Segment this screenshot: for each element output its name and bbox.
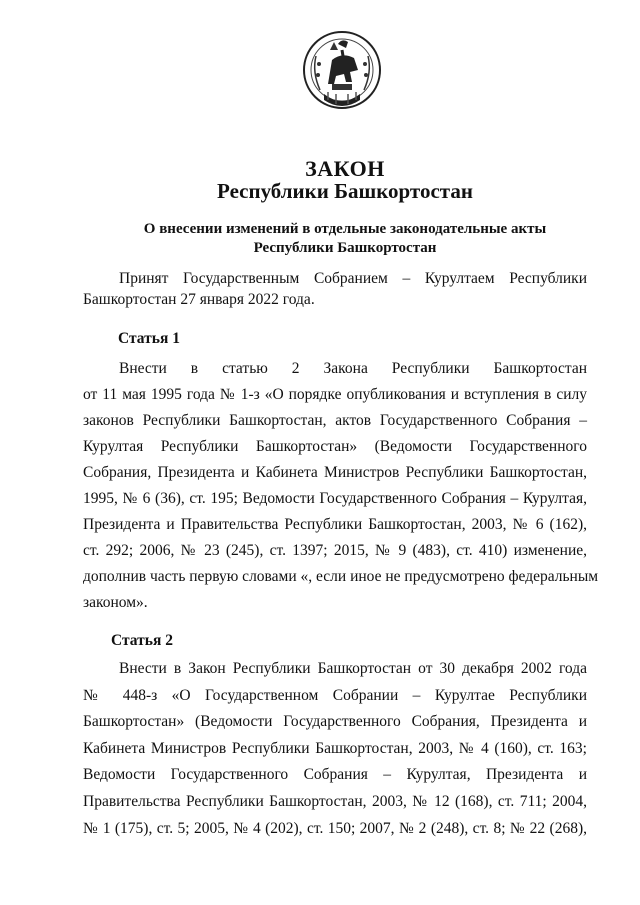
article-2-text — [83, 656, 587, 842]
text-line: дополнив часть первую словами «, если иное не предусмотрено федеральным — [83, 568, 599, 585]
adoption-statement — [83, 268, 587, 310]
text-line: Собрания, Президента и Кабинета Министров Республики Башкортостан, — [83, 464, 587, 481]
adoption-line: Принят Государственным Собранием – Курултаем Республики — [119, 270, 587, 287]
text-line: Кабинета Министров Республики Башкортостан, 2003, № 4 (160), ст. 163; — [83, 739, 587, 757]
text-line: Ведомости Государственного Собрания – Курултая, Президента и — [83, 766, 587, 784]
document-title-republic: Республики Башкортостан — [217, 179, 473, 203]
text-line: Правительства Республики Башкортостан, 2003, № 12 (168), ст. 711; 2004, — [83, 792, 587, 810]
text-line: ст. 292; 2006, № 23 (245), ст. 1397; 2015, № 9 (483), ст. 410) изменение, — [83, 542, 587, 559]
article-1-heading: Статья 1 — [118, 330, 180, 347]
text-line: Внести в статью 2 Закона Республики Башкортостан — [119, 360, 587, 377]
text-line: № 448-з «О Государственном Собрании – Курултае Республики — [83, 686, 587, 704]
subtitle-line: О внесении изменений в отдельные законодательные акты — [143, 221, 547, 237]
document-title: ЗАКОН — [305, 156, 385, 181]
text-line: № 1 (175), ст. 5; 2005, № 4 (202), ст. 150; 2007, № 2 (248), ст. 8; № 22 (268), — [83, 819, 587, 837]
adoption-line: Башкортостан 27 января 2022 года. — [83, 291, 315, 308]
text-line: законом». — [83, 594, 148, 611]
text-line: от 11 мая 1995 года № 1-з «О порядке опубликования и вступления в силу — [83, 386, 587, 403]
article-1-text — [83, 356, 599, 616]
text-line: Президента и Правительства Республики Башкортостан, 2003, № 6 (162), — [83, 516, 587, 533]
law-subtitle — [120, 220, 570, 258]
text-line: 1995, № 6 (36), ст. 195; Ведомости Государственного Собрания – Курултая, — [83, 490, 587, 507]
article-2-heading: Статья 2 — [111, 632, 173, 649]
text-line: Башкортостан» (Ведомости Государственного Собрания, Президента и — [83, 713, 587, 731]
text-line: Внести в Закон Республики Башкортостан от 30 декабря 2002 года — [119, 660, 587, 677]
text-line: законов Республики Башкортостан, актов Государственного Собрания – — [83, 412, 587, 429]
subtitle-line: Республики Башкортостан — [253, 240, 437, 256]
coat-of-arms-icon — [302, 20, 382, 120]
text-line: Курултая Республики Башкортостан» (Ведомости Государственного — [83, 438, 587, 455]
